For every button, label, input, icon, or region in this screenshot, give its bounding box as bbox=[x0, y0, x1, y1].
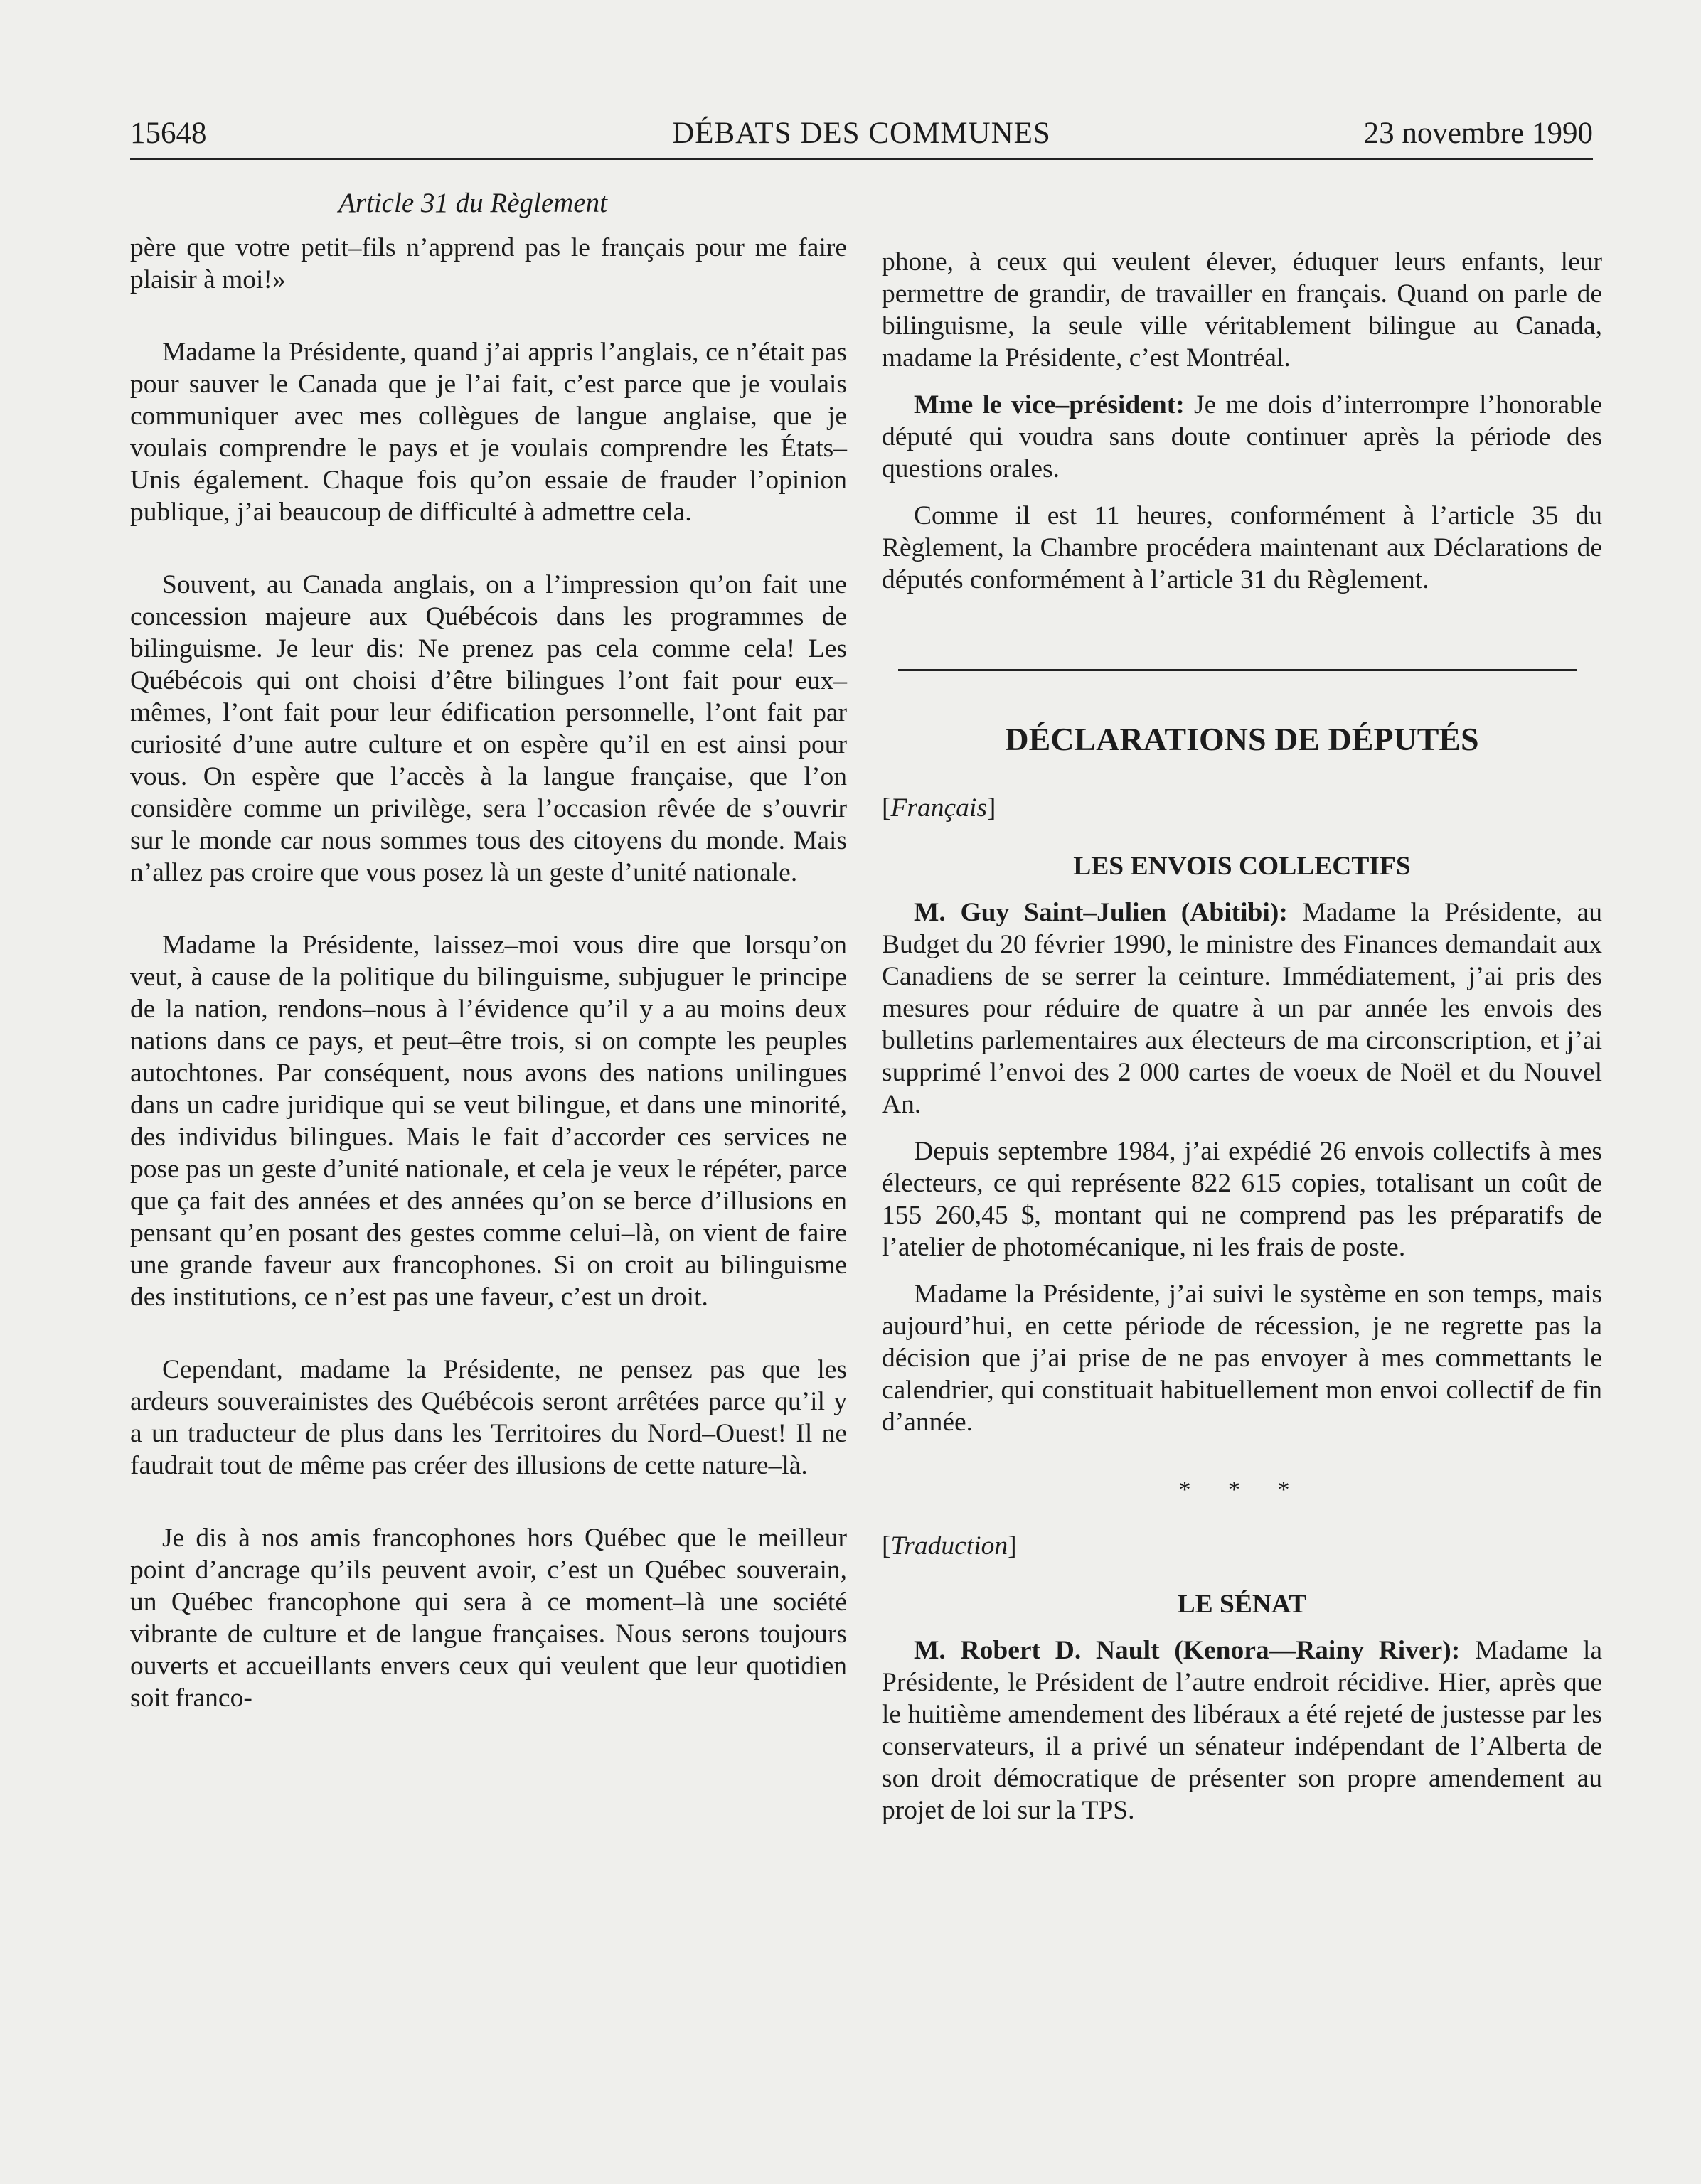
speech-text: Madame la Présidente, le Président de l’autre endroit récidive. Hier, après que le huitième amendement des libéraux a été rejeté de justesse par les conservateurs, il a privé un sénateur indépendant de l’Alberta de son droit démocratique de présenter son propre amendement au projet de loi sur la TPS. bbox=[882, 1636, 1603, 1825]
language-label: Traduction bbox=[890, 1531, 1008, 1561]
speaker-name: Mme le vice–président: bbox=[914, 390, 1185, 419]
paragraph: Je dis à nos amis francophones hors Québec que le meilleur point d’ancrage qu’ils peuvent avoir, c’est un Québec souverain, un Québec francophone qui sera à ce moment–là une société vibrante de culture et de langue françaises. Nous serons toujours ouverts et accueillants envers ceux qui veulent que leur quotidien soit franco- bbox=[130, 1524, 847, 1713]
speaker-name: M. Robert D. Nault (Kenora—Rainy River): bbox=[914, 1636, 1461, 1665]
section-separator-stars: * * * bbox=[1178, 1477, 1306, 1503]
paragraph: père que votre petit–fils n’apprend pas le français pour me faire plaisir à moi!» bbox=[130, 233, 847, 294]
paragraph: phone, à ceux qui veulent élever, éduquer leurs enfants, leur permettre de grandir, de travailler en français. Quand on parle de bilinguisme, la seule ville véritablement bilingue au Canada, madame la Présidente, c’est Montréal. bbox=[882, 247, 1602, 373]
paragraph bbox=[882, 389, 1602, 485]
section-title: DÉCLARATIONS DE DÉPUTÉS bbox=[1005, 721, 1479, 757]
speech-text: Madame la Présidente, au Budget du 20 février 1990, le ministre des Finances demandait aux Canadiens de se serrer la ceinture. Immédiatement, j’ai pris des mesures pour réduire de quatre à un par année les envois des bulletins parlementaires aux électeurs de ma circonscription, et j’ai supprimé l’envoi des 2 000 cartes de voeux de Noël et du Nouvel An. bbox=[882, 898, 1602, 1119]
paragraph bbox=[882, 896, 1602, 1120]
subsection-title: LES ENVOIS COLLECTIFS bbox=[1073, 852, 1411, 881]
paragraph bbox=[882, 1634, 1602, 1826]
speech-text: Je me dois d’interrompre l’honorable député qui voudra sans doute continuer après la période des questions orales. bbox=[882, 390, 1602, 483]
paragraph: Madame la Présidente, j’ai suivi le système en son temps, mais aujourd’hui, en cette période de récession, je ne regrette pas la décision que j’ai prise de ne pas envoyer à mes commettants le calendrier, qui constituait habituellement mon envoi collectif de fin d’année. bbox=[882, 1280, 1602, 1437]
section-divider bbox=[898, 669, 1577, 671]
subsection-title: LE SÉNAT bbox=[1177, 1590, 1307, 1619]
paragraph: Comme il est 11 heures, conformément à l’article 35 du Règlement, la Chambre procédera maintenant aux Déclarations de députés conformément à l’article 31 du Règlement. bbox=[882, 501, 1602, 594]
right-column bbox=[882, 186, 1602, 1826]
speaker-name: M. Guy Saint–Julien (Abitibi): bbox=[914, 898, 1288, 927]
paragraph: Depuis septembre 1984, j’ai expédié 26 envois collectifs à mes électeurs, ce qui représente 822 615 copies, totalisant un coût de 155 260,45 $, montant qui ne comprend pas les préparatifs de l’atelier de photomécanique, ni les frais de poste. bbox=[882, 1137, 1602, 1262]
paragraph: Cependant, madame la Présidente, ne pensez pas que les ardeurs souverainistes des Québécois seront arrêtées parce qu’il y a un traducteur de plus dans les Territoires du Nord–Ouest! Il ne faudrait tout de même pas créer des illusions de cette nature–là. bbox=[130, 1355, 847, 1480]
paragraph: Madame la Présidente, laissez–moi vous dire que lorsqu’on veut, à cause de la politique du bilinguisme, subjuguer le principe de la nation, rendons–nous à l’évidence qu’il y a au moins deux nations dans ce pays, et peut–être trois, si on compte les peuples autochtones. Par conséquent, nous avons des nations unilingues dans un cadre juridique qui se veut bilingue, et dans une minorité, des individus bilingues. Mais le fait d’accorder ces services ne pose pas un geste d’unité nationale, et cela je veux le répéter, parce que ça fait des années et des années qu’on se berce d’illusions en pensant qu’en posant des gestes comme celui–là, on vient de faire une grande faveur aux francophones. Si on croit au bilinguisme des institutions, ce n’est pas une faveur, c’est un droit. bbox=[130, 931, 847, 1312]
language-tag: [Français] bbox=[882, 793, 996, 823]
page-header bbox=[130, 115, 1593, 160]
publication-title: DÉBATS DES COMMUNES bbox=[672, 117, 1051, 150]
paragraph: Madame la Présidente, quand j’ai appris l’anglais, ce n’était pas pour sauver le Canada que je l’ai fait, c’est parce que je voulais communiquer avec mes collègues de langue anglaise, que je voulais comprendre le pays et je voulais comprendre les États–Unis également. Chaque fois qu’on essaie de frauder l’opinion publique, j’ai beaucoup de difficulté à admettre cela. bbox=[130, 338, 847, 527]
rubric: Article 31 du Règlement bbox=[338, 188, 607, 218]
paragraph: Souvent, au Canada anglais, on a l’impression qu’on fait une concession majeure aux Québécois dans les programmes de bilinguisme. Je leur dis: Ne prenez pas cela comme cela! Les Québécois qui ont choisi d’être bilingues l’ont fait pour eux–mêmes, l’ont fait pour leur édification personnelle, l’ont fait par curiosité d’une autre culture et on espère qu’il en est ainsi pour vous. On espère que l’accès à la langue française, que l’on considère comme un privilège, sera l’occasion rêvée de s’ouvrir sur le monde car nous sommes tous des citoyens du monde. Mais n’allez pas croire que vous posez là un geste d’unité nationale. bbox=[130, 570, 847, 887]
page-number: 15648 bbox=[130, 117, 207, 150]
language-label: Français bbox=[890, 793, 987, 823]
page-date: 23 novembre 1990 bbox=[1363, 117, 1593, 150]
language-tag: [Traduction] bbox=[882, 1531, 1017, 1561]
left-column bbox=[130, 186, 847, 1714]
